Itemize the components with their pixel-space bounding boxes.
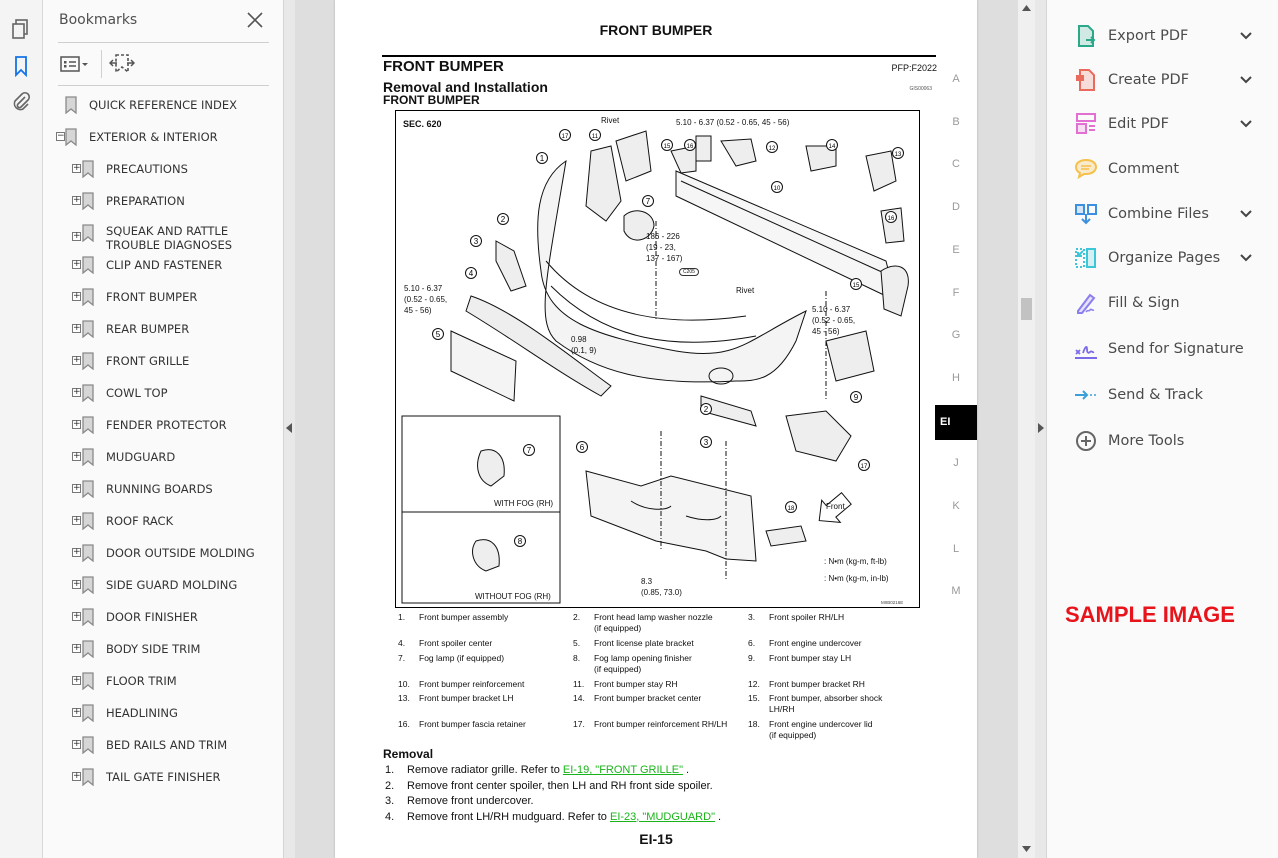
bookmark-label: SIDE GUARD MOLDING (106, 578, 238, 592)
part-name: Front spoiler center (419, 638, 493, 648)
fill-sign-icon (1074, 291, 1098, 315)
bookmark-item[interactable] (73, 316, 190, 342)
svg-text:4: 4 (468, 269, 474, 278)
send-for-signature-icon (1074, 337, 1098, 361)
expand-toggle[interactable]: + (73, 387, 81, 397)
expand-toggle[interactable]: + (73, 195, 81, 205)
figure-id: MIIB0216E (881, 600, 904, 605)
bookmark-label: EXTERIOR & INTERIOR (89, 130, 218, 144)
tool-send-track[interactable] (1047, 380, 1278, 410)
tool-label: Send & Track (1108, 387, 1203, 403)
part-number: 7. (398, 653, 406, 663)
section-tab-m[interactable]: M (951, 585, 961, 598)
bookmark-item-icon (82, 192, 94, 210)
callout-2 (498, 214, 509, 225)
section-tab-g[interactable]: G (951, 329, 961, 342)
tool-combine-files[interactable] (1047, 199, 1278, 229)
bookmark-item[interactable] (73, 348, 190, 374)
expand-toggle[interactable]: + (73, 323, 81, 333)
scroll-down-icon[interactable] (1022, 846, 1031, 852)
tool-label: Combine Files (1108, 206, 1209, 222)
attachment-icon[interactable] (10, 91, 32, 113)
part-number: 8. (573, 653, 581, 663)
tool-comment[interactable] (1047, 154, 1278, 184)
expand-toggle[interactable]: + (73, 355, 81, 365)
part-name: Front bumper stay LH (769, 653, 852, 663)
expand-toggle[interactable]: + (73, 163, 81, 173)
clip-code: C205 (679, 268, 699, 276)
bookmark-item-icon (82, 608, 94, 626)
expand-toggle[interactable]: + (73, 579, 81, 589)
bookmark-item-icon (82, 704, 94, 722)
tool-edit-pdf[interactable] (1047, 109, 1278, 139)
svg-text:18: 18 (787, 506, 795, 512)
section-tab-a[interactable]: A (952, 73, 960, 85)
svg-text:16: 16 (887, 216, 895, 222)
part-number: 11. (573, 679, 585, 689)
part-number: 12. (748, 679, 760, 689)
bookmark-item[interactable] (73, 732, 228, 758)
bookmark-label: QUICK REFERENCE INDEX (89, 98, 238, 112)
removal-step: 1. Remove radiator grille. Refer to EI-19, "FRONT GRILLE" . (385, 764, 690, 776)
bookmark-item-icon (82, 512, 94, 530)
without-fog-label: WITHOUT FOG (RH) (475, 592, 551, 601)
bookmark-item[interactable] (57, 124, 218, 150)
callout-15 (662, 140, 673, 151)
svg-text:13: 13 (894, 152, 902, 158)
create-pdf-icon (1074, 68, 1098, 92)
bookmark-item-icon (82, 224, 94, 242)
section-tab-ei[interactable]: EI (935, 405, 977, 440)
bookmark-item-icon (82, 448, 94, 466)
svg-text:7: 7 (645, 197, 651, 206)
svg-text:16: 16 (686, 144, 694, 150)
bookmark-item-icon (82, 416, 94, 434)
svg-text:8: 8 (517, 537, 523, 546)
section-title: FRONT BUMPER (383, 58, 504, 75)
section-tab-j[interactable]: J (953, 457, 959, 470)
bookmarks-panel (43, 0, 283, 858)
bookmark-label: PREPARATION (106, 194, 185, 208)
section-tab-l[interactable]: L (952, 542, 960, 555)
running-title: FRONT BUMPER (599, 22, 713, 38)
part-number: 2. (573, 612, 581, 622)
bookmark-item[interactable] (73, 508, 174, 534)
svg-text:7: 7 (526, 446, 532, 455)
torque-legend: : N•m (kg-m, in-lb) (824, 574, 889, 583)
callout-13 (893, 148, 904, 159)
removal-step: 4. Remove front LH/RH mudguard. Refer to EI-23, "MUDGUARD" . (385, 810, 722, 823)
bookmark-item[interactable] (73, 444, 176, 470)
part-name: Front bumper assembly (419, 612, 509, 622)
expand-toggle[interactable]: + (73, 611, 81, 621)
expand-toggle[interactable]: + (73, 739, 81, 749)
svg-text:6: 6 (579, 443, 585, 452)
export-pdf-icon (1074, 24, 1098, 48)
removal-heading: Removal (383, 747, 434, 761)
rivet-label: Rivet (736, 286, 755, 295)
torque-legend: : N•m (kg-m, ft-lb) (824, 557, 887, 566)
svg-text:15: 15 (852, 283, 860, 289)
collapse-right-icon[interactable] (1038, 423, 1045, 433)
part-name: Front bumper bracket center (594, 693, 702, 703)
close-icon[interactable] (245, 10, 265, 30)
part-name: Front engine undercover (769, 638, 862, 648)
left-navigation-rail (0, 0, 43, 858)
page-number: EI-15 (639, 831, 673, 847)
tool-label: Comment (1108, 161, 1180, 177)
sample-image-watermark: SAMPLE IMAGE (1065, 602, 1235, 627)
page-thumbnails-icon[interactable] (10, 18, 32, 40)
expand-toggle[interactable]: + (73, 675, 81, 685)
bookmark-item-icon (82, 640, 94, 658)
bookmark-item-icon (82, 736, 94, 754)
part-number: 6. (748, 638, 756, 648)
bookmark-item[interactable] (73, 252, 223, 278)
callout-1 (537, 153, 548, 164)
part-number: 3. (748, 612, 756, 622)
section-tab-h[interactable]: H (952, 371, 960, 384)
sub-subtitle: FRONT BUMPER (383, 93, 480, 107)
callout-17 (560, 130, 571, 141)
rivet-label: Rivet (601, 116, 620, 125)
bookmark-item-icon (82, 768, 94, 786)
torque-spec: 5.10 - 6.37 (0.52 - 0.65, 45 - 56) (676, 118, 790, 127)
chevron-down-icon[interactable] (1239, 75, 1253, 85)
part-number: 1. (398, 612, 406, 622)
title-rule (382, 55, 936, 57)
bookmark-label: BED RAILS AND TRIM (106, 738, 228, 752)
expand-toggle[interactable]: + (73, 515, 81, 525)
expand-toggle[interactable]: + (73, 643, 81, 653)
expand-toggle[interactable]: + (73, 707, 81, 717)
bookmark-label: CLIP AND FASTENER (106, 258, 223, 272)
tool-label: Edit PDF (1108, 116, 1169, 132)
bookmark-item-icon (82, 576, 94, 594)
callout-10 (772, 182, 783, 193)
tool-create-pdf[interactable] (1047, 65, 1278, 95)
torque-spec: 0.98 (0.1, 9) (571, 335, 597, 355)
divider (58, 42, 269, 43)
svg-text:11: 11 (591, 134, 599, 140)
part-name: Front head lamp washer nozzle (if equipped) (594, 612, 713, 633)
section-tab-k[interactable]: K (952, 500, 960, 512)
bookmark-label: DOOR OUTSIDE MOLDING (106, 546, 255, 560)
bookmarks-title: Bookmarks (59, 12, 138, 28)
bookmark-item-icon (82, 320, 94, 338)
chevron-down-icon[interactable] (1239, 31, 1253, 41)
doc-code: GIS00063 (909, 86, 932, 92)
bookmark-icon[interactable] (10, 55, 32, 77)
part-number: 16. (398, 719, 410, 729)
torque-spec: 8.3 (0.85, 73.0) (641, 577, 682, 597)
expand-toggle[interactable]: + (73, 483, 81, 493)
callout-16 (886, 212, 897, 223)
bookmark-options-icon[interactable] (60, 55, 92, 73)
tool-export-pdf[interactable] (1047, 21, 1278, 51)
tool-label: Create PDF (1108, 72, 1190, 88)
section-tab-b[interactable]: B (952, 115, 960, 128)
tool-label: Export PDF (1108, 28, 1189, 44)
more-tools-icon (1074, 429, 1098, 453)
part-number: 15. (748, 693, 760, 703)
part-number: 4. (398, 638, 406, 648)
callout-3 (471, 236, 482, 247)
chevron-down-icon[interactable] (1239, 209, 1253, 219)
callout-6 (577, 442, 588, 453)
section-tab-f[interactable]: F (952, 286, 960, 299)
collapse-toggle[interactable]: − (57, 131, 65, 141)
callout-15 (851, 279, 862, 290)
removal-step: 3. Remove front undercover. (385, 795, 534, 807)
callout-16 (685, 140, 696, 151)
svg-text:14: 14 (828, 144, 836, 150)
bookmark-label: DOOR FINISHER (106, 610, 198, 624)
section-tab-c[interactable]: C (952, 158, 960, 171)
collapse-left-icon[interactable] (286, 423, 293, 433)
tools-pane (1047, 0, 1278, 858)
bookmark-label: MUDGUARD (106, 450, 176, 464)
bookmark-label: COWL TOP (106, 386, 168, 400)
section-tab-e[interactable]: E (952, 243, 960, 256)
svg-text:17: 17 (561, 134, 569, 140)
bookmark-item[interactable] (73, 764, 221, 790)
part-number: 13. (398, 693, 410, 703)
edit-pdf-icon (1074, 112, 1098, 136)
callout-11 (590, 130, 601, 141)
tool-label: More Tools (1108, 433, 1185, 449)
tool-fill-sign[interactable] (1047, 288, 1278, 318)
removal-step: 2. Remove front center spoiler, then LH and RH front side spoiler. (385, 779, 713, 792)
svg-text:2: 2 (703, 405, 709, 414)
svg-text:5: 5 (435, 330, 441, 339)
bookmark-item-icon (82, 544, 94, 562)
part-name: Front license plate bracket (594, 638, 694, 648)
callout-5 (433, 329, 444, 340)
bookmark-item[interactable] (73, 540, 255, 566)
svg-text:2: 2 (500, 215, 506, 224)
svg-text:1: 1 (539, 154, 545, 163)
bookmark-label: FENDER PROTECTOR (106, 418, 227, 432)
bookmark-item[interactable] (73, 284, 198, 310)
tool-label: Organize Pages (1108, 250, 1221, 266)
callout-2 (701, 404, 712, 415)
section-tab-d[interactable]: D (952, 201, 960, 214)
bookmark-item-icon (82, 672, 94, 690)
torque-spec: 5.10 - 6.37 (0.52 - 0.65, 45 - 56) (404, 284, 448, 315)
bookmark-label: RUNNING BOARDS (106, 482, 213, 496)
combine-files-icon (1074, 202, 1098, 226)
part-number: 17. (573, 719, 585, 729)
callout-4 (466, 268, 477, 279)
expand-toggle[interactable]: + (73, 451, 81, 461)
bookmark-item[interactable] (73, 188, 185, 214)
send-track-icon (1074, 383, 1098, 407)
pfp-code: PFP:F2022 (891, 63, 937, 73)
callout-7 (524, 445, 535, 456)
bookmark-item-icon (82, 480, 94, 498)
divider (58, 85, 269, 86)
pdf-page (335, 0, 977, 858)
svg-text:15: 15 (663, 144, 671, 150)
bookmark-label: SQUEAK AND RATTLE TROUBLE DIAGNOSES (106, 224, 233, 252)
bookmark-item[interactable] (73, 700, 178, 726)
tool-label: Send for Signature (1108, 341, 1244, 357)
comment-icon (1074, 157, 1098, 181)
exploded-diagram (395, 110, 920, 608)
bookmark-label: BODY SIDE TRIM (106, 642, 201, 656)
svg-text:12: 12 (768, 146, 776, 152)
part-number: 10. (398, 679, 410, 689)
bookmark-label: FRONT GRILLE (106, 354, 190, 368)
bookmark-item[interactable] (73, 668, 177, 694)
tool-organize-pages[interactable] (1047, 243, 1278, 273)
expand-toggle[interactable]: + (73, 291, 81, 301)
bookmark-item[interactable] (73, 636, 201, 662)
bookmark-item[interactable] (73, 412, 227, 438)
part-number: 14. (573, 693, 585, 703)
callout-7 (643, 196, 654, 207)
callout-12 (767, 142, 778, 153)
tool-label: Fill & Sign (1108, 295, 1180, 311)
part-number: 9. (748, 653, 756, 663)
part-name: Front bumper bracket RH (769, 679, 865, 689)
chevron-down-icon[interactable] (1239, 253, 1253, 263)
front-direction-label: Front (826, 502, 845, 511)
tool-send-for-signature[interactable] (1047, 334, 1278, 364)
bookmark-item-icon (82, 384, 94, 402)
part-number: 5. (573, 638, 581, 648)
organize-pages-icon (1074, 246, 1098, 270)
bookmark-item[interactable] (73, 476, 213, 502)
chevron-down-icon[interactable] (1239, 119, 1253, 129)
cross-reference-link[interactable]: EI-23, "MUDGUARD" (609, 810, 715, 823)
bookmark-item[interactable] (73, 604, 198, 630)
bookmark-item[interactable] (65, 92, 237, 118)
part-name: Front bumper bracket LH (419, 693, 514, 703)
cross-reference-link[interactable]: EI-19, "FRONT GRILLE" (562, 764, 683, 776)
bookmark-item[interactable] (73, 380, 168, 406)
bookmark-label: PRECAUTIONS (106, 162, 188, 176)
toolbar-separator (101, 50, 102, 78)
scrollbar-thumb[interactable] (1021, 298, 1032, 320)
part-name: Front bumper reinforcement (419, 679, 525, 689)
callout-9 (851, 392, 862, 403)
bookmark-label: FLOOR TRIM (106, 674, 177, 688)
bumper-exploded-view (396, 111, 918, 606)
part-name: Front bumper fascia retainer (419, 719, 526, 729)
bookmark-item-icon (65, 128, 77, 146)
bookmark-item[interactable] (73, 572, 238, 598)
right-panel-collapse-bar[interactable] (1035, 0, 1047, 858)
expand-toggle[interactable]: + (73, 259, 81, 269)
torque-spec: 5.10 - 6.37 (0.52 - 0.65, 45 - 56) (812, 305, 856, 336)
bookmark-item[interactable] (73, 156, 188, 182)
expand-bookmark-icon[interactable] (109, 51, 135, 77)
bookmark-label: TAIL GATE FINISHER (106, 770, 221, 784)
svg-text:17: 17 (860, 464, 868, 470)
torque-spec: 186 - 226 (19 - 23, 137 - 167) (646, 232, 683, 263)
bookmark-label: HEADLINING (106, 706, 178, 720)
with-fog-label: WITH FOG (RH) (494, 499, 554, 508)
part-number: 18. (748, 719, 760, 729)
part-name: Front bumper, absorber shock LH/RH (769, 693, 883, 714)
bookmark-item-icon (82, 160, 94, 178)
left-panel-collapse-bar[interactable] (283, 0, 295, 858)
bookmark-label: FRONT BUMPER (106, 290, 198, 304)
callout-18 (786, 502, 797, 513)
part-name: Front bumper stay RH (594, 679, 678, 689)
expand-toggle[interactable]: + (73, 771, 81, 781)
part-name: Front engine undercover lid (if equipped) (769, 719, 873, 740)
subtitle: Removal and Installation (383, 79, 548, 95)
part-name: Fog lamp (if equipped) (419, 653, 505, 663)
expand-toggle[interactable]: + (73, 231, 81, 241)
callout-17 (859, 460, 870, 471)
part-name: Front spoiler RH/LH (769, 612, 845, 622)
svg-text:3: 3 (473, 237, 479, 246)
bookmark-item-icon (82, 352, 94, 370)
svg-text:9: 9 (853, 393, 859, 402)
vertical-scrollbar[interactable] (1018, 0, 1035, 858)
svg-text:3: 3 (703, 438, 709, 447)
tool-more-tools[interactable] (1047, 426, 1278, 456)
bookmark-item-icon (65, 96, 77, 114)
expand-toggle[interactable]: + (73, 547, 81, 557)
bookmark-item-icon (82, 256, 94, 274)
section-number: SEC. 620 (403, 119, 442, 129)
bookmark-label: REAR BUMPER (106, 322, 190, 336)
expand-toggle[interactable]: + (73, 419, 81, 429)
scroll-up-icon[interactable] (1022, 5, 1031, 11)
part-name: Front bumper reinforcement RH/LH (594, 719, 728, 729)
bookmark-item-icon (82, 288, 94, 306)
callout-3 (701, 437, 712, 448)
bookmark-label: ROOF RACK (106, 514, 174, 528)
callout-14 (827, 140, 838, 151)
svg-text:10: 10 (773, 186, 781, 192)
callout-8 (515, 536, 526, 547)
part-name: Fog lamp opening finisher (if equipped) (594, 653, 692, 674)
